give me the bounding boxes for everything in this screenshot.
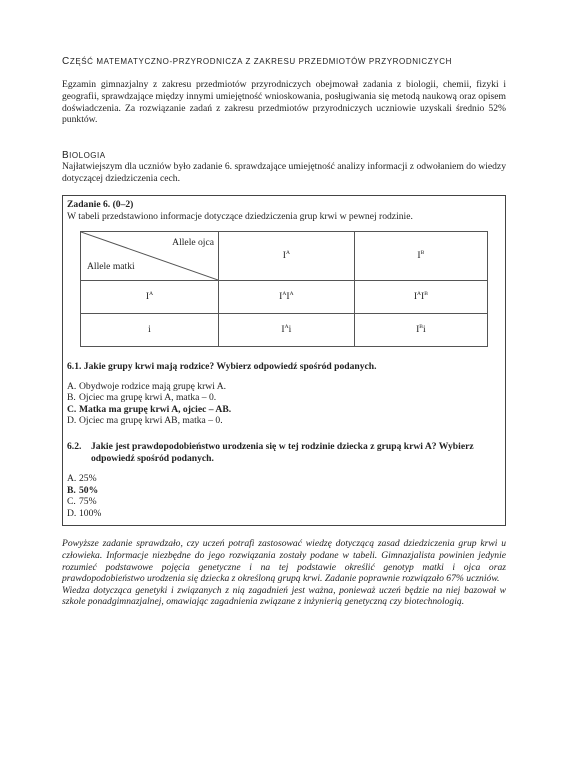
heading-initial: C: [62, 56, 70, 67]
option-6-2-c: C. 75%: [67, 496, 97, 508]
question-6-2-options: [67, 473, 501, 519]
father-allele-2: $I^B$: [354, 231, 487, 280]
option-6-2-a: A. 25%: [67, 472, 97, 484]
question-6-2-text: Jakie jest prawdopodobieństwo urodzenia się w tej rodzinie dziecka z grupą krwi A? Wybierz odpowiedź spośród podanych.: [91, 440, 474, 464]
option-6-1-a: A. Obydwoje rodzice mają grupę krwi A.: [67, 380, 227, 392]
question-6-1-options: [67, 381, 501, 427]
section-initial: B: [62, 150, 70, 162]
commentary-paragraph-2: Wiedza dotycząca genetyki i związanych z nią zagadnień jest ważna, ponieważ uczeń będzie na niej bazował w szkole ponadgimnazjalnej, omawiając zagadnienia związane z inżynierią genetyczną czy biotechnologią.: [62, 584, 506, 608]
question-6-2: [67, 441, 501, 465]
mother-allele-1: $I^A$: [81, 280, 219, 313]
mother-alleles-label: Allele matki: [87, 260, 135, 272]
section-rest: IOLOGIA: [69, 151, 106, 161]
father-alleles-label: Allele ojca: [172, 236, 214, 248]
genotype-cell-22: $I^Bi$: [354, 313, 487, 346]
option-6-1-c: C. Matka ma grupę krwi A, ojciec – AB.: [67, 403, 232, 415]
task-description: W tabeli przedstawiono informacje dotyczące dziedziczenia grup krwi w pewnej rodzinie.: [67, 210, 413, 222]
commentary: [62, 538, 506, 608]
genotype-cell-12: $I^AI^B$: [354, 280, 487, 313]
document-page: [62, 56, 506, 608]
heading-rest: ZĘŚĆ MATEMATYCZNO-PRZYRODNICZA Z ZAKRESU PRZEDMIOTÓW PRZYRODNICZYCH: [69, 57, 452, 66]
task-box: [62, 195, 506, 527]
section-paragraph: Najłatwiejszym dla uczniów było zadanie 6. sprawdzające umiejętność analizy informacji z odwołaniem do wiedzy dotyczącej dziedziczenia cech.: [62, 161, 506, 184]
question-6-2-number: 6.2.: [67, 440, 82, 452]
question-6-1: 6.1. Jakie grupy krwi mają rodzice? Wybierz odpowiedź spośród podanych.: [67, 360, 377, 372]
intro-paragraph: Egzamin gimnazjalny z zakresu przedmiotów przyrodniczych obejmował zadania z biologii, chemii, fizyki i geografii, sprawdzające między innymi umiejętność wnioskowania, posługiwania się metodą naukową oraz opisem doświadczenia. Za rozwiązanie zadań z zakresu przedmiotów przyrodniczych uczniowie uzyskali średnio 52% punktów.: [62, 79, 506, 126]
mother-allele-2: i: [81, 313, 219, 346]
commentary-paragraph-1: Powyższe zadanie sprawdzało, czy uczeń potrafi zastosować wiedzę dotyczącą zasad dziedziczenia grup krwi u człowieka. Informacje niezbędne do jego rozwiązania zostały podane w tabeli. Gimnazjalista powinien jedynie rozumieć podstawowe pojęcia genetyczne i na tej podstawie określić genotyp matki i ojca oraz prawdopodobieństwo urodzenia się dziecka z określoną grupą krwi. Zadanie poprawnie rozwiązało 67% uczniów.: [62, 538, 506, 585]
section-title: [62, 150, 506, 161]
father-allele-1: $I^A$: [219, 231, 355, 280]
genotype-cell-21: $I^Ai$: [219, 313, 355, 346]
option-6-2-d: D. 100%: [67, 507, 102, 519]
option-6-1-b: B. Ojciec ma grupę krwi A, matka – 0.: [67, 392, 217, 404]
genotype-cell-11: $I^AI^A$: [219, 280, 355, 313]
option-6-1-d: D. Ojciec ma grupę krwi AB, matka – 0.: [67, 415, 223, 427]
option-6-2-b: B. 50%: [67, 484, 99, 496]
page-heading: [62, 56, 506, 67]
table-header-diagonal: [81, 231, 219, 280]
inheritance-table: [80, 231, 488, 347]
task-title: Zadanie 6. (0–2): [67, 198, 134, 210]
